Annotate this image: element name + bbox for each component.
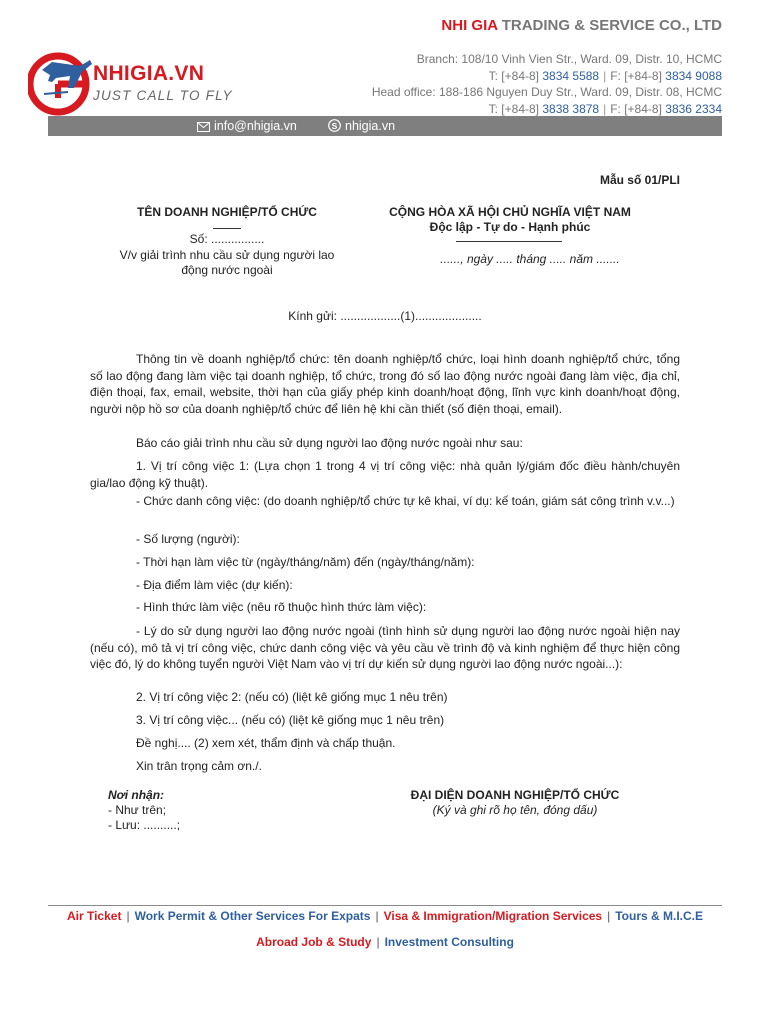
company-addresses [372, 51, 722, 117]
footer-link-investment[interactable]: Investment Consulting [384, 935, 514, 949]
quantity-item: - Số lượng (người): [136, 532, 240, 546]
representative-title: ĐẠI DIỆN DOANH NGHIỆP/TỔ CHỨC [410, 788, 620, 802]
footer-divider [48, 905, 722, 906]
head-office-address: Head office: 188-186 Nguyen Duy Str., Ward. 09, Distr. 08, HCMC [371, 85, 722, 99]
footer-link-abroad-job[interactable]: Abroad Job & Study [256, 935, 372, 949]
logo-tagline: JUST CALL TO FLY [93, 88, 233, 103]
recipient-line: Kính gửi: ..................(1).................... [288, 309, 482, 323]
position-3: 3. Vị trí công việc... (nếu có) (liệt kê giống mục 1 nêu trên) [136, 713, 445, 727]
footer-services-2: Abroad Job & Study | Investment Consulting [256, 935, 514, 949]
branch-tel[interactable]: 3834 5588 [542, 68, 600, 83]
job-title-item: - Chức danh công việc: (do doanh nghiệp/tổ chức tự kê khai, ví dụ: kế toán, giám sát công trình v.v...) [136, 494, 675, 508]
org-underline [213, 228, 241, 229]
head-fax: 3836 2334 [665, 101, 722, 116]
report-line: Báo cáo giải trình nhu cầu sử dụng người lao động nước ngoài như sau: [136, 436, 523, 450]
national-motto: Độc lập - Tự do - Hạnh phúc [429, 220, 591, 234]
company-rest: TRADING & SERVICE CO., LTD [501, 17, 722, 34]
dispatch-number: Số: ................ [189, 232, 265, 246]
date-line: ......, ngày ..... tháng ..... năm ....... [440, 252, 620, 266]
branch-fax: 3834 9088 [665, 68, 722, 83]
subject-line-2: động nước ngoài [181, 263, 273, 277]
head-office-phones: T: [+84-8] 3838 3878 | F: [+84-8] 3836 2334 [488, 101, 722, 116]
footer-link-work-permit[interactable]: Work Permit & Other Services For Expats [134, 909, 371, 923]
company-name [441, 17, 722, 34]
position-1: 1. Vị trí công việc 1: (Lựa chọn 1 trong 4 vị trí công việc: nhà quản lý/giám đốc điều hành/chuyên gia/lao động kỹ thuật). [90, 459, 680, 490]
envelope-icon [197, 122, 210, 132]
representative-note: (Ký và ghi rõ họ tên, đóng dấu) [432, 803, 598, 817]
company-brand: NHI GIA [441, 17, 498, 34]
svg-text:S: S [331, 120, 338, 131]
position-2: 2. Vị trí công việc 2: (nếu có) (liệt kê giống mục 1 nêu trên) [136, 690, 448, 704]
request-line: Đề nghị.... (2) xem xét, thẩm định và chấp thuận. [136, 736, 396, 750]
footer-link-visa[interactable]: Visa & Immigration/Migration Services [383, 909, 603, 923]
work-form-item: - Hình thức làm việc (nêu rõ thuộc hình thức làm việc): [136, 600, 427, 614]
form-number: Mẫu số 01/PLI [599, 173, 680, 187]
reason-item: - Lý do sử dụng người lao động nước ngoài (tình hình sử dụng người lao động nước ngoài hiện nay (nếu có), mô tả vị trí công việc, chức danh công việc và yêu cầu về trình độ và kinh nghiệm để thực hiện công việc đó, lý do không tuyển người Việt Nam vào vị trí dự kiến sử dụng người lao động nước ngoài...): [90, 624, 680, 671]
thanks-line: Xin trân trọng cảm ơn./. [136, 759, 262, 773]
subject-line-1: V/v giải trình nhu cầu sử dụng người lao [119, 248, 335, 262]
head-tel[interactable]: 3838 3878 [542, 101, 600, 116]
recipients-item-1: - Như trên; [108, 803, 167, 817]
org-name: TÊN DOANH NGHIỆP/TỔ CHỨC [137, 205, 317, 219]
location-item: - Địa điểm làm việc (dự kiến): [136, 578, 293, 592]
recipients-title: Nơi nhận: [108, 788, 165, 802]
footer-link-air-ticket[interactable]: Air Ticket [66, 909, 122, 923]
footer-link-tours[interactable]: Tours & M.I.C.E [615, 909, 703, 923]
branch-phones: T: [+84-8] 3834 5588 | F: [+84-8] 3834 9088 [488, 68, 722, 83]
skype-icon [328, 119, 341, 132]
email-link[interactable]: info@nhigia.vn [197, 119, 297, 133]
website-link[interactable]: S nhigia.vn [328, 119, 395, 133]
motto-underline [456, 241, 562, 242]
logo-text: NHIGIA.VN [93, 62, 205, 85]
national-title: CỘNG HÒA XÃ HỘI CHỦ NGHĨA VIỆT NAM [389, 205, 631, 219]
duration-item: - Thời hạn làm việc từ (ngày/tháng/năm) đến (ngày/tháng/năm): [136, 555, 475, 569]
footer-services-1: Air Ticket | Work Permit & Other Services For Expats | Visa & Immigration/Migration Services | Tours & M.I.C.E [66, 909, 703, 923]
recipients-item-2: - Lưu: ..........; [108, 818, 181, 832]
intro-paragraph: Thông tin về doanh nghiệp/tổ chức: tên doanh nghiệp/tổ chức, loại hình doanh nghiệp/tổ chức, tổng số lao động đang làm việc tại doanh nghiệp, tổ chức, trong đó số lao động nước ngoài đang làm việc, địa chỉ, điện thoại, fax, email, website, thời hạn của giấy phép kinh doanh/hoạt động, lĩnh vực kinh doanh/hoạt động, người nộp hồ sơ của doanh nghiệp/tổ chức để liên hệ khi cần thiết (số điện thoại, email). [90, 352, 680, 416]
branch-address: Branch: 108/10 Vinh Vien Str., Ward. 09, Distr. 10, HCMC [416, 52, 722, 66]
contact-bar [48, 116, 722, 136]
